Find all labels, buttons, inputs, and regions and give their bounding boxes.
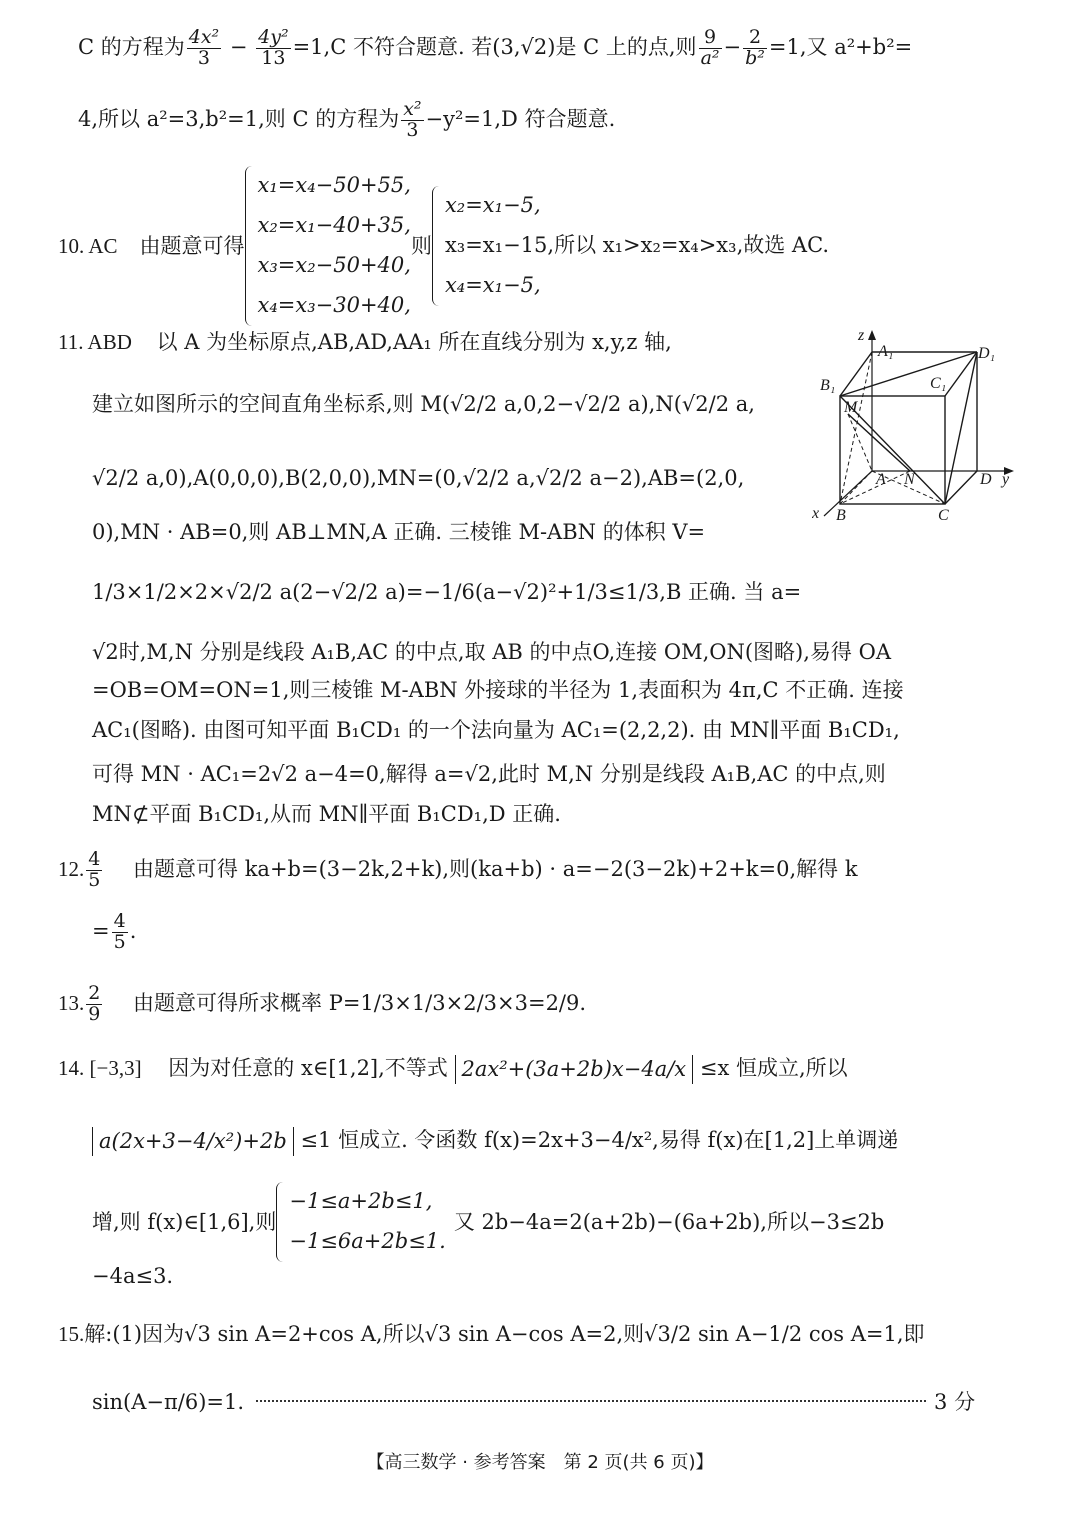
equation: x₃=x₁−15,所以 x₁>x₂=x₄>x₃,故选 AC. <box>444 232 830 257</box>
label-m: M <box>844 399 858 416</box>
question-number: 11. ABD <box>58 330 132 354</box>
q11-line-2: 建立如图所示的空间直角坐标系,则 M(√2/2 a,0,2−√2/2 a),N(√2/2 a, <box>92 392 755 416</box>
text: sin(A−π/6)=1. <box>92 1390 245 1414</box>
equation: x₄=x₁−5, <box>444 272 541 297</box>
text: 因为对任意的 x∈[1,2],不等式 <box>168 1056 448 1080</box>
question-number: 12. <box>58 856 85 881</box>
q11-line-3: √2/2 a,0),A(0,0,0),B(2,0,0),MN=(0,√2/2 a,√2/2 a−2),AB=(2,0, <box>92 466 745 490</box>
fraction: $\frac{2}{\text{b²}}$ <box>745 26 765 69</box>
label-c: C <box>938 507 949 524</box>
text: ≤x 恒成立,所以 <box>699 1056 848 1080</box>
q11-line-8: AC₁(图略). 由图可知平面 B₁CD₁ 的一个法向量为 AC₁=(2,2,2). 由 MN∥平面 B₁CD₁, <box>92 718 900 742</box>
q14-line-3 <box>92 1182 884 1262</box>
label-x: x <box>812 505 820 522</box>
q12-line-2: = $\frac{4}{5}$ . <box>92 910 137 953</box>
equation-system <box>432 186 829 306</box>
equation: x₂=x₁−5, <box>444 192 541 217</box>
page-footer: 【高三数学 · 参考答案 第 2 页(共 6 页)】 <box>366 1452 714 1473</box>
p9-line-2 <box>78 100 615 141</box>
q11-line-9: 可得 MN · AC₁=2√2 a−4=0,解得 a=√2,此时 M,N 分别是线段 A₁B,AC 的中点,则 <box>92 762 886 786</box>
q14-line-4: −4a≤3. <box>92 1264 174 1288</box>
answer-fraction: $\frac{2}{9}$ <box>88 982 101 1025</box>
text: 增,则 f(x)∈[1,6],则 <box>92 1209 277 1234</box>
text: −y²=1,D 符合题意. <box>425 106 616 131</box>
q10 <box>58 166 829 326</box>
text: − <box>223 34 255 59</box>
label-y: y <box>1002 471 1010 488</box>
score: 3 分 <box>934 1390 976 1414</box>
label-n: N <box>904 471 915 488</box>
p9-line-1: C 的方程为 $\frac{\text{4x²}}{3}$ − $\frac{\text{4y²}}{13}$ =1,C 不符合题意. 若(3,√2)是 C 上的点,则 $\frac{9}{\text{a²}}$ − $\frac{2}{\text{b²}}$ =1,又 a²+b²= <box>78 26 913 69</box>
question-number: 13. <box>58 990 85 1015</box>
label-c1: C₁ <box>930 375 947 392</box>
text: 解:(1)因为√3 sin A=2+cos A,所以√3 sin A−cos A=2,则√3/2 sin A−1/2 cos A=1,即 <box>84 1322 925 1346</box>
q14-line-2 <box>92 1126 898 1156</box>
q14-line-1 <box>58 1054 848 1084</box>
text: 4,所以 a²=3,b²=1,则 C 的方程为 <box>78 106 400 131</box>
q11-line-5: 1/3×1/2×2×√2/2 a(2−√2/2 a)=−1/6(a−√2)²+1/3≤1/3,B 正确. 当 a= <box>92 580 802 604</box>
q12-line-1 <box>58 850 858 891</box>
cube-coordinate-figure <box>812 326 1022 526</box>
equation: x₁=x₄−50+55, <box>257 173 411 197</box>
q15-line-2 <box>92 1388 975 1416</box>
fraction: $\frac{9}{\text{a²}}$ <box>700 26 720 69</box>
q11-line-10: MN⊄平面 B₁CD₁,从而 MN∥平面 B₁CD₁,D 正确. <box>92 802 561 826</box>
text: 由题意可得所求概率 P=1/3×1/3×2/3×3=2/9. <box>133 990 587 1015</box>
absolute-value: a(2x+3−4/x²)+2b <box>92 1127 294 1155</box>
equation: x₂=x₁−40+35, <box>257 212 411 237</box>
text: 又 2b−4a=2(a+2b)−(6a+2b),所以−3≤2b <box>453 1209 885 1234</box>
equation-system <box>245 166 411 326</box>
text: 以 A 为坐标原点,AB,AD,AA₁ 所在直线分别为 x,y,z 轴, <box>156 330 672 354</box>
q13 <box>58 984 586 1025</box>
text: ≤1 恒成立. 令函数 f(x)=2x+3−4/x²,易得 f(x)在[1,2]上单调递 <box>300 1128 899 1152</box>
text: 由题意可得 <box>139 233 245 258</box>
inequality: −1≤6a+2b≤1. <box>289 1228 446 1253</box>
text: C 的方程为 <box>78 34 185 59</box>
answer-fraction: $\frac{4}{5}$ <box>88 848 101 891</box>
text: =1,C 不符合题意. 若(3,√2)是 C 上的点,则 <box>292 34 697 59</box>
text: 则 <box>410 233 432 258</box>
label-a1: A₁ <box>878 343 894 360</box>
label-d: D <box>980 471 992 488</box>
fraction: $\frac{4}{5}$ <box>113 910 126 953</box>
question-number: 14. [−3,3] <box>58 1056 142 1080</box>
label-d1: D₁ <box>978 345 996 362</box>
label-b1: B₁ <box>820 377 836 394</box>
equation: x₃=x₂−50+40, <box>257 252 411 277</box>
text: 由题意可得 ka+b=(3−2k,2+k),则(ka+b) · a=−2(3−2k)+2+k=0,解得 k <box>133 856 858 881</box>
question-number: 15. <box>58 1322 85 1346</box>
dot-leader <box>256 1400 926 1402</box>
equation: x₄=x₃−30+40, <box>257 292 411 317</box>
label-z: z <box>858 327 865 344</box>
label-b: B <box>836 507 846 524</box>
q11-line-6: √2时,M,N 分别是线段 A₁B,AC 的中点,取 AB 的中点O,连接 OM,ON(图略),易得 OA <box>92 640 891 664</box>
q11-line-1 <box>58 328 672 356</box>
text: =1,又 a²+b²= <box>768 34 913 59</box>
fraction: $\frac{\text{4y²}}{13}$ <box>258 26 289 69</box>
inequality: −1≤a+2b≤1, <box>289 1189 433 1213</box>
label-a: A <box>876 471 886 488</box>
q11-line-7: =OB=OM=ON=1,则三棱锥 M-ABN 外接球的半径为 1,表面积为 4π,C 不正确. 连接 <box>92 678 904 702</box>
fraction: $\frac{\text{4x²}}{3}$ <box>188 26 220 69</box>
absolute-value: 2ax²+(3a+2b)x−4a/x <box>455 1055 694 1083</box>
question-number: 10. AC <box>58 233 118 258</box>
q15-line-1 <box>58 1320 925 1348</box>
fraction: $\frac{\text{x²}}{3}$ <box>403 98 422 141</box>
q11-line-4: 0),MN · AB=0,则 AB⊥MN,A 正确. 三棱锥 M-ABN 的体积 V= <box>92 520 706 544</box>
equation-system <box>276 1182 445 1262</box>
